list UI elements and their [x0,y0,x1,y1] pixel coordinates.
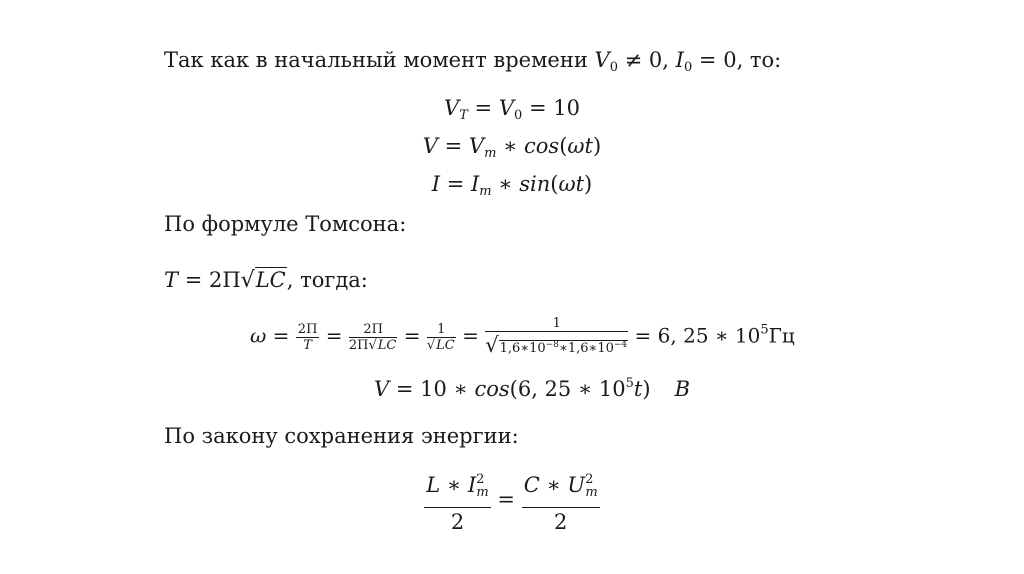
unit-v: B [674,377,691,401]
v0-zero: 0 [648,48,663,72]
energy-heading: По закону сохранения энергии: [164,424,519,448]
intro-text: Так как в начальный момент времени [164,48,588,72]
intro-to-text: то: [749,48,782,72]
intro-line: Так как в начальный момент времени $V_0 \ne 0$, $I_0 = 0$, то: [164,48,782,75]
frac-c-um: $\frac{C ∗ U^2_m}{2}$ [522,466,600,536]
v0-value: 10 [553,96,580,120]
equation-v: $V = V_m$ ∗ cos(ωt) [422,134,602,161]
frac-2pi-t: $\frac{2\Pi}{T}$ [297,321,318,353]
togda-text: тогда: [300,268,368,292]
frac-l-im: $\frac{L ∗ I^2_m}{2}$ [424,466,490,536]
frac-1-sqrt: $\frac{1}{√LC}$ [426,321,455,353]
i0-zero: 0 [723,48,737,72]
energy-equation: $\frac{L ∗ I^2_m}{2}$ = $\frac{C ∗ U^2_m}{2}$ [0,466,1024,536]
equation-v-numeric: V = 10 ∗ cos(6, 25 ∗ $10^5t$) B [373,376,691,401]
equation-vt: $V_T = V_0 = 10$ [444,96,580,123]
unit-hz: Гц [768,323,795,348]
thomson-formula: T = 2Π√LC, тогда: [164,268,368,293]
omega-equation: ω = $\frac{2\Pi}{T}$ = $\frac{2\Pi}{2\Pi√LC}$ = $\frac{1}{√LC}$ = $\frac{1}{√1,6∗10^{-8}∗1,6∗10^{-4}}$ = 6, 25 ∗ $10^5Гц$ [250,316,795,357]
omega-coef: 6, 25 [657,323,709,348]
frac-2pi-sqrt: $\frac{2\Pi}{2\Pi√LC}$ [348,321,397,353]
equation-i: $I = I_m$ ∗ sin(ωt) [431,172,593,199]
frac-numeric: $\frac{1}{√1,6∗10^{-8}∗1,6∗10^{-4}}$ [485,316,628,357]
thomson-heading: По формуле Томсона: [164,212,407,236]
